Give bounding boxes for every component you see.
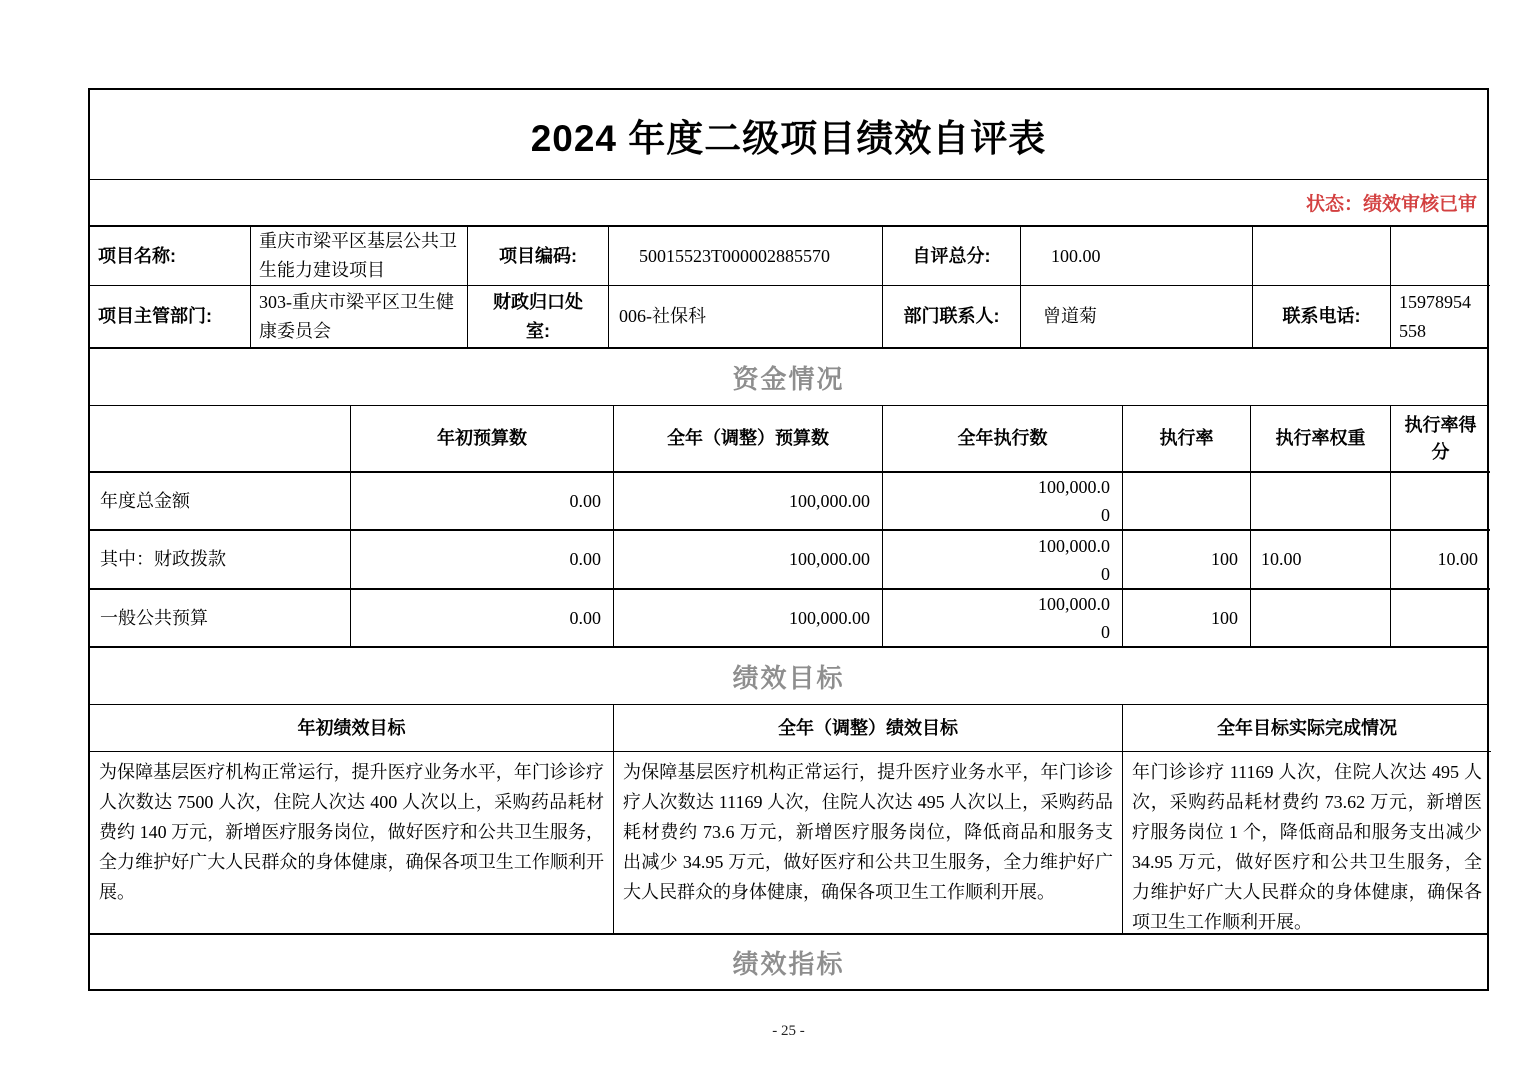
funding-row-initial: 0.00 <box>350 471 613 529</box>
finance-office-label: 财政归口处室: <box>467 285 608 347</box>
executed-amount: 100,000.00 <box>1038 594 1110 642</box>
contact-label: 部门联系人: <box>882 285 1020 347</box>
status-badge: 状态：绩效审核已审 <box>1305 194 1477 215</box>
project-name-value: 重庆市梁平区基层公共卫生能力建设项目 <box>250 227 467 285</box>
funding-header-executed: 全年执行数 <box>882 406 1122 471</box>
phone-value: 15978954558 <box>1390 285 1490 347</box>
document-page <box>88 88 1489 1040</box>
goals-grid <box>90 705 1487 935</box>
funding-row-initial: 0.00 <box>350 588 613 646</box>
goal-adjusted-text: 为保障基层医疗机构正常运行，提升医疗业务水平，年门诊诊疗人次数达 11169 人次，住院人次达 495 人次以上，采购药品耗材费约 73.6 万元，新增医疗服务岗位，降低商品和服务支出减少 34.95 万元，做好医疗和公共卫生服务，全力维护好广大人民群众的身体健康，确保各项卫生工作顺利开展。 <box>613 751 1122 933</box>
dept-label: 项目主管部门: <box>90 285 250 347</box>
self-score-value: 100.00 <box>1020 227 1252 285</box>
funding-row-initial: 0.00 <box>350 529 613 588</box>
funding-row-rate: 100 <box>1122 588 1250 646</box>
funding-header-score: 执行率得分 <box>1390 406 1490 471</box>
project-code-label: 项目编码: <box>467 227 608 285</box>
funding-header-initial: 年初预算数 <box>350 406 613 471</box>
goals-header-initial: 年初绩效目标 <box>297 717 406 738</box>
goals-header-adjusted: 全年（调整）绩效目标 <box>613 705 1122 751</box>
dept-value: 303-重庆市梁平区卫生健康委员会 <box>250 285 467 347</box>
funding-row-label: 一般公共预算 <box>90 588 350 646</box>
funding-header-adjusted: 全年（调整）预算数 <box>613 406 882 471</box>
funding-row-label: 年度总金额 <box>90 471 350 529</box>
page-title: 2024 年度二级项目绩效自评表 <box>530 117 1047 159</box>
funding-section-row <box>90 349 1487 406</box>
phone-label: 联系电话: <box>1252 285 1390 347</box>
executed-amount: 100,000.00 <box>1038 477 1110 525</box>
funding-row-weight <box>1250 588 1390 646</box>
finance-office-value: 006-社保科 <box>608 285 882 347</box>
executed-amount: 100,000.00 <box>1038 535 1110 584</box>
funding-header-rate: 执行率 <box>1122 406 1250 471</box>
funding-row-adjusted: 100,000.00 <box>613 588 882 646</box>
funding-row-score: 10.00 <box>1390 529 1490 588</box>
project-code-value: 50015523T000002885570 <box>608 227 882 285</box>
funding-row-executed <box>882 588 1122 646</box>
goal-initial-text: 为保障基层医疗机构正常运行，提升医疗业务水平，年门诊诊疗人次数达 7500 人次，住院人次达 400 人次以上，采购药品耗材费约 140 万元，新增医疗服务岗位，做好医疗和公共卫生服务，全力维护好广大人民群众的身体健康，确保各项卫生工作顺利开展。 <box>90 751 613 933</box>
goals-header-actual: 全年目标实际完成情况 <box>1122 705 1491 751</box>
indicators-section-row <box>90 935 1487 989</box>
funding-grid <box>90 406 1487 648</box>
self-evaluation-table <box>88 88 1489 991</box>
title-row <box>90 90 1487 180</box>
funding-row-adjusted: 100,000.00 <box>613 529 882 588</box>
funding-row-label: 其中：财政拨款 <box>90 529 350 588</box>
self-score-label: 自评总分: <box>882 227 1020 285</box>
indicators-section-title: 绩效指标 <box>732 948 845 979</box>
funding-row-rate <box>1122 471 1250 529</box>
funding-row-adjusted: 100,000.00 <box>613 471 882 529</box>
funding-header-empty <box>90 406 350 471</box>
funding-row-executed <box>882 529 1122 588</box>
goal-actual-text: 年门诊诊疗 11169 人次，住院人次达 495 人次，采购药品耗材费约 73.62 万元，新增医疗服务岗位 1 个，降低商品和服务支出减少 34.95 万元，做好医疗和公共卫生服务，全力维护好广大人民群众的身体健康，确保各项卫生工作顺利开展。 <box>1122 751 1491 933</box>
funding-header-weight: 执行率权重 <box>1250 406 1390 471</box>
contact-value: 曾道菊 <box>1020 285 1252 347</box>
funding-section-title: 资金情况 <box>732 363 845 394</box>
empty-cell <box>1390 227 1490 285</box>
funding-row-weight <box>1250 471 1390 529</box>
funding-row-score <box>1390 471 1490 529</box>
funding-row-executed <box>882 471 1122 529</box>
status-row <box>90 180 1487 227</box>
project-info-grid <box>90 227 1487 349</box>
funding-row-score <box>1390 588 1490 646</box>
goals-section-row <box>90 648 1487 705</box>
funding-row-weight: 10.00 <box>1250 529 1390 588</box>
project-name-label: 项目名称: <box>98 245 176 266</box>
empty-cell <box>1252 227 1390 285</box>
page-number: - 25 - <box>772 1023 805 1039</box>
funding-row-rate: 100 <box>1122 529 1250 588</box>
goals-section-title: 绩效目标 <box>732 662 845 693</box>
